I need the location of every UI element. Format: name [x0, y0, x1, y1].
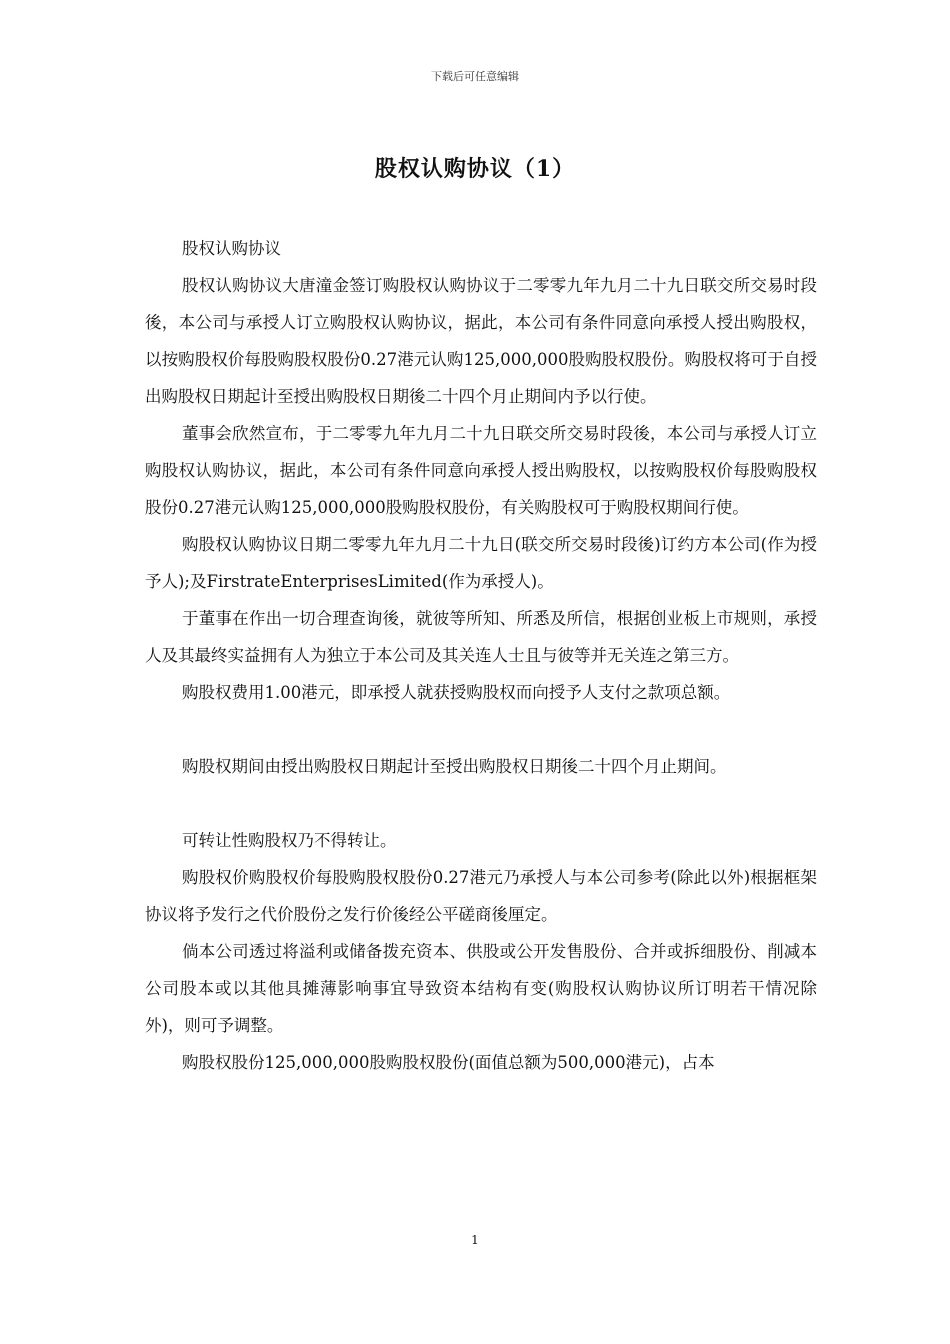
paragraph: 董事会欣然宣布，于二零零九年九月二十九日联交所交易时段後，本公司与承授人订立购股权认购协议，据此，本公司有条件同意向承授人授出购股权，以按购股权价每股购股权股份0.27港元认购125,000,000股购股权股份，有关购股权可于购股权期间行使。	[145, 424, 817, 517]
paragraph-spacer	[145, 785, 817, 822]
paragraph: 购股权期间由授出购股权日期起计至授出购股权日期後二十四个月止期间。	[182, 757, 727, 776]
paragraph: 可转让性购股权乃不得转让。	[182, 831, 397, 850]
paragraph: 购股权股份125,000,000股购股权股份(面值总额为500,000港元)，占本	[182, 1053, 715, 1072]
paragraph: 购股权价购股权价每股购股权股份0.27港元乃承授人与本公司参考(除此以外)根据框架协议将予发行之代价股份之发行价後经公平磋商後厘定。	[145, 868, 817, 924]
paragraph: 购股权认购协议日期二零零九年九月二十九日(联交所交易时段後)订约方本公司(作为授予人);及FirstrateEnterprisesLimited(作为承授人)。	[145, 535, 817, 591]
paragraph: 股权认购协议大唐潼金签订购股权认购协议于二零零九年九月二十九日联交所交易时段後，本公司与承授人订立购股权认购协议，据此，本公司有条件同意向承授人授出购股权，以按购股权价每股购股权股份0.27港元认购125,000,000股购股权股份。购股权将可于自授出购股权日期起计至授出购股权日期後二十四个月止期间内予以行使。	[145, 276, 817, 406]
paragraph: 股权认购协议	[182, 239, 281, 258]
document-title: 股权认购协议（1）	[374, 156, 576, 182]
paragraph: 于董事在作出一切合理查询後，就彼等所知、所悉及所信，根据创业板上市规则，承授人及其最终实益拥有人为独立于本公司及其关连人士且与彼等并无关连之第三方。	[145, 609, 817, 665]
document-body	[145, 230, 817, 1081]
paragraph-spacer	[145, 711, 817, 748]
paragraph: 倘本公司透过将溢利或储备拨充资本、供股或公开发售股份、合并或拆细股份、削减本公司股本或以其他具摊薄影响事宜导致资本结构有变(购股权认购协议所订明若干情况除外)，则可予调整。	[145, 942, 817, 1035]
page-header: 下载后可任意编辑	[431, 70, 519, 83]
page-number: 1	[471, 1233, 479, 1247]
paragraph: 购股权费用1.00港元，即承授人就获授购股权而向授予人支付之款项总额。	[182, 683, 731, 702]
